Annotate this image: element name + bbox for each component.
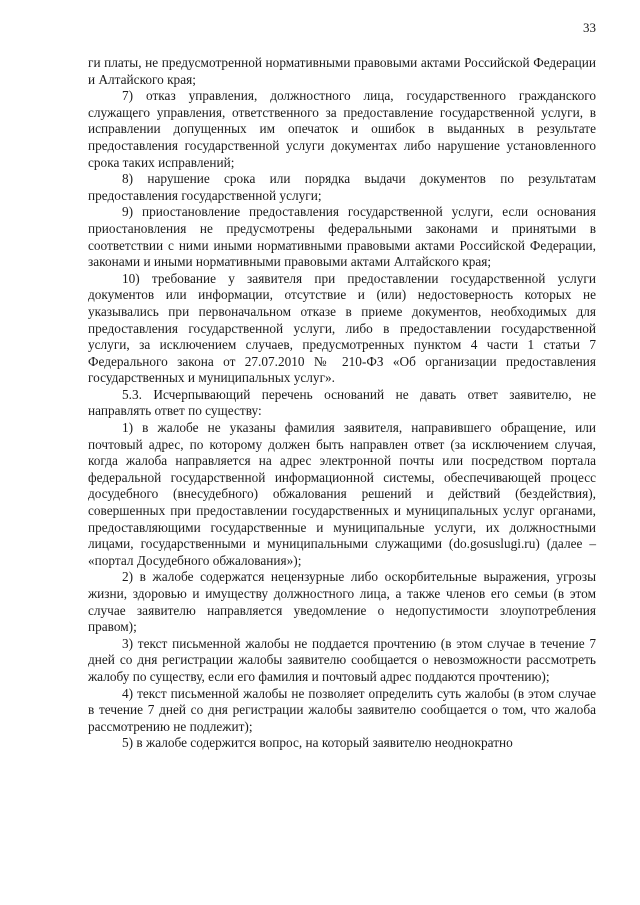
document-body [88, 55, 596, 752]
grounds-item-5: 5) в жалобе содержится вопрос, на который заявителю неоднократно [122, 735, 513, 751]
grounds-item-4: 4) текст письменной жалобы не позволяет определить суть жалобы (в этом случае в течение 7 дней со дня регистрации жалобы заявителю сообщается о том, что жалоба рассмотрению не подлежит); [88, 685, 596, 734]
page-number: 33 [583, 20, 596, 35]
list-item-9: 9) приостановление предоставления государственной услуги, если основания приостановления не предусмотрены федеральными законами и принятыми в соответствии с ними иными нормативными правовыми актами Российской Федерации, законами и иными нормативными правовыми актами Алтайского края; [88, 204, 596, 270]
list-item-8: 8) нарушение срока или порядка выдачи документов по результатам предоставления государственной услуги; [88, 171, 596, 203]
section-5-3-heading: 5.3. Исчерпывающий перечень оснований не давать ответ заявителю, не направлять ответ по существу: [88, 386, 596, 419]
grounds-item-2: 2) в жалобе содержатся нецензурные либо оскорбительные выражения, угрозы жизни, здоровью и имуществу должностного лица, а также членов его семьи (в этом случае заявителю направляется уведомление о недопустимости злоупотребления правом); [88, 569, 596, 635]
paragraph-continuation: ги платы, не предусмотренной нормативными правовыми актами Российской Федерации и Алтайского края; [88, 55, 596, 87]
grounds-item-1: 1) в жалобе не указаны фамилия заявителя, направившего обращение, или почтовый адрес, по которому должен быть направлен ответ (за исключением случая, когда жалоба направляется на адрес электронной почты или посредством портала федеральной государственной информационной системы, обеспечивающей процесс досудебного (внесудебного) обжалования решений и действий (бездействия), совершенных при предоставлении государственных и муниципальных услуг органами, предоставляющими государственные и муниципальные услуги, их должностными лицами, государственными и муниципальными служащими (do.gosuslugi.ru) (далее – «портал Досудебного обжалования»); [88, 420, 596, 568]
grounds-item-3: 3) текст письменной жалобы не поддается прочтению (в этом случае в течение 7 дней со дня регистрации жалобы заявителю сообщается о невозможности рассмотреть жалобу по существу, если его фамилия и почтовый адрес поддаются прочтению); [88, 635, 596, 684]
list-item-7: 7) отказ управления, должностного лица, государственного гражданского служащего управления, ответственного за предоставление государственной услуги, в исправлении допущенных им опечаток и ошибок в выданных в результате предоставления государственной услуги документах либо нарушение установленного срока таких исправлений; [88, 88, 596, 170]
list-item-10: 10) требование у заявителя при предоставлении государственной услуги документов или информации, отсутствие и (или) недостоверность которых не указывались при первоначальном отказе в приеме документов, необходимых для предоставления государственной услуги, либо в предоставлении государственной услуги, за исключением случаев, предусмотренных пунктом 4 части 1 статьи 7 Федерального закона от 27.07.2010 № 210-ФЗ «Об организации предоставления государственных и муниципальных услуг». [88, 270, 596, 386]
